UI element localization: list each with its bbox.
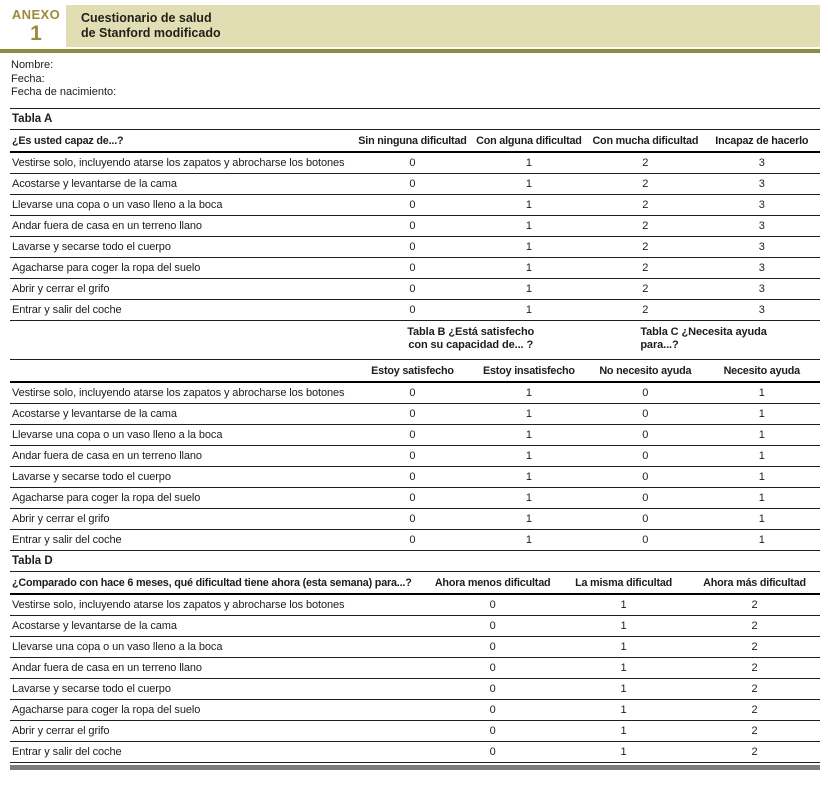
- table-row: [10, 699, 820, 720]
- tabla-b-title-line2: con su capacidad de... ?: [408, 338, 534, 351]
- tabla-d-section-label: Tabla D: [10, 550, 820, 572]
- column-header: Incapaz de hacerlo: [704, 130, 820, 152]
- score-cell: 2: [587, 278, 703, 299]
- table-row: [10, 529, 820, 550]
- score-cell: 0: [427, 615, 558, 636]
- column-header: Ahora menos dificultad: [427, 572, 558, 594]
- table-row: [10, 194, 820, 215]
- activity-label: Agacharse para coger la ropa del suelo: [10, 257, 354, 278]
- header-rule: [0, 49, 820, 53]
- activity-label: Acostarse y levantarse de la cama: [10, 403, 354, 424]
- table-row: [10, 173, 820, 194]
- empty-header-cell: [10, 359, 354, 382]
- empty-header-cell: [10, 321, 354, 360]
- score-cell: 0: [354, 278, 470, 299]
- score-cell: 0: [409, 533, 416, 546]
- score-cell: 0: [427, 678, 558, 699]
- score-cell: 1: [558, 636, 689, 657]
- score-cell: 1: [471, 508, 587, 529]
- score-cell: 1: [758, 533, 765, 546]
- document-title-box: [66, 5, 820, 47]
- score-cell: 1: [471, 173, 587, 194]
- score-cell: 3: [704, 299, 820, 320]
- score-cell: 1: [558, 720, 689, 741]
- score-cell: 1: [704, 445, 820, 466]
- score-cell: 2: [587, 152, 703, 174]
- activity-label: Lavarse y secarse todo el cuerpo: [10, 678, 427, 699]
- annex-number: 1: [30, 22, 42, 45]
- score-cell: 1: [558, 741, 689, 762]
- score-cell: 2: [587, 215, 703, 236]
- bottom-rule: [10, 765, 820, 770]
- annex-label: ANEXO: [11, 7, 61, 22]
- column-header: Ahora más dificultad: [689, 572, 820, 594]
- table-row: [10, 487, 820, 508]
- score-cell: 1: [471, 403, 587, 424]
- score-cell: 1: [471, 278, 587, 299]
- score-cell: 0: [354, 152, 470, 174]
- score-cell: 2: [689, 594, 820, 616]
- table-row: [10, 403, 820, 424]
- score-cell: 0: [354, 508, 470, 529]
- column-header: Con alguna dificultad: [471, 130, 587, 152]
- score-cell: 3: [704, 278, 820, 299]
- table-row: [10, 615, 820, 636]
- score-cell: 3: [704, 194, 820, 215]
- activity-label: Entrar y salir del coche: [10, 741, 427, 762]
- score-cell: 0: [354, 445, 470, 466]
- activity-label: Entrar y salir del coche: [12, 533, 122, 546]
- score-cell: 1: [471, 152, 587, 174]
- score-cell: 1: [558, 657, 689, 678]
- activity-label: Abrir y cerrar el grifo: [10, 508, 354, 529]
- table-row: [10, 678, 820, 699]
- tabla-b-title-line1: Tabla B ¿Está satisfecho: [407, 325, 535, 338]
- score-cell: 1: [704, 487, 820, 508]
- column-header: La misma dificultad: [558, 572, 689, 594]
- activity-label: Llevarse una copa o un vaso lleno a la boca: [10, 194, 354, 215]
- score-cell: 0: [587, 466, 703, 487]
- score-cell: 1: [704, 508, 820, 529]
- score-cell: 2: [587, 257, 703, 278]
- table-row: [10, 445, 820, 466]
- table-row: [10, 741, 820, 762]
- score-cell: 0: [642, 533, 649, 546]
- score-cell: 1: [704, 466, 820, 487]
- score-cell: 1: [704, 403, 820, 424]
- table-row: [10, 299, 820, 320]
- activity-label: Abrir y cerrar el grifo: [10, 720, 427, 741]
- score-cell: 3: [704, 152, 820, 174]
- score-cell: 2: [587, 236, 703, 257]
- score-cell: 0: [354, 173, 470, 194]
- tabla-b-title: [354, 321, 587, 360]
- activity-label: Vestirse solo, incluyendo atarse los zapatos y abrocharse los botones: [10, 382, 354, 404]
- table-row: [10, 657, 820, 678]
- tabla-b-c: [10, 321, 820, 550]
- activity-label: Lavarse y secarse todo el cuerpo: [10, 236, 354, 257]
- table-row: [10, 508, 820, 529]
- table-row: [10, 466, 820, 487]
- tabla-c-title-line1: Tabla C ¿Necesita ayuda: [640, 325, 767, 338]
- table-row: [10, 424, 820, 445]
- score-cell: 2: [689, 636, 820, 657]
- score-cell: 0: [354, 403, 470, 424]
- tabla-d: [10, 572, 820, 763]
- score-cell: 1: [558, 615, 689, 636]
- score-cell: 2: [689, 699, 820, 720]
- activity-label: Agacharse para coger la ropa del suelo: [10, 699, 427, 720]
- score-cell: 0: [354, 424, 470, 445]
- score-cell: 1: [471, 424, 587, 445]
- table-row: [10, 236, 820, 257]
- score-cell: 1: [471, 445, 587, 466]
- column-header: Con mucha dificultad: [587, 130, 703, 152]
- table-row: [10, 215, 820, 236]
- score-cell: 0: [354, 466, 470, 487]
- score-cell: 0: [587, 445, 703, 466]
- tabla-c-title-line2: para...?: [640, 338, 679, 351]
- score-cell: 0: [427, 699, 558, 720]
- score-cell: 0: [587, 403, 703, 424]
- score-cell: 1: [471, 382, 587, 404]
- annex-header: [0, 0, 828, 47]
- field-fecha-nacimiento: Fecha de nacimiento:: [11, 86, 117, 98]
- score-cell: 3: [704, 173, 820, 194]
- tabla-a: [10, 130, 820, 321]
- score-cell: 1: [704, 424, 820, 445]
- score-cell: 2: [587, 173, 703, 194]
- activity-label: Vestirse solo, incluyendo atarse los zapatos y abrocharse los botones: [10, 152, 354, 174]
- score-cell: 1: [558, 678, 689, 699]
- score-cell: 0: [354, 257, 470, 278]
- score-cell: 1: [704, 382, 820, 404]
- activity-label: Llevarse una copa o un vaso lleno a la boca: [10, 636, 427, 657]
- score-cell: 0: [427, 741, 558, 762]
- score-cell: 2: [689, 720, 820, 741]
- score-cell: 1: [471, 215, 587, 236]
- score-cell: 0: [354, 487, 470, 508]
- activity-label: Acostarse y levantarse de la cama: [10, 173, 354, 194]
- activity-label: Acostarse y levantarse de la cama: [10, 615, 427, 636]
- score-cell: 1: [558, 699, 689, 720]
- score-cell: 0: [354, 236, 470, 257]
- page-title-line1: Cuestionario de salud: [81, 11, 212, 25]
- column-header: Estoy insatisfecho: [471, 359, 587, 382]
- tabla-b-c-titles-row: [10, 321, 820, 360]
- score-cell: 0: [427, 636, 558, 657]
- score-cell: 1: [471, 194, 587, 215]
- tabla-a-header-row: [10, 130, 820, 152]
- annex-badge: [10, 5, 62, 47]
- activity-label: Entrar y salir del coche: [10, 299, 354, 320]
- score-cell: 0: [587, 508, 703, 529]
- column-header: No necesito ayuda: [587, 359, 703, 382]
- tabla-b-c-header-row: [10, 359, 820, 382]
- table-row: [10, 594, 820, 616]
- score-cell: 1: [525, 533, 532, 546]
- page-title-line2: de Stanford modificado: [81, 26, 221, 40]
- score-cell: 0: [587, 487, 703, 508]
- score-cell: 3: [704, 257, 820, 278]
- score-cell: 0: [427, 657, 558, 678]
- score-cell: 0: [354, 194, 470, 215]
- field-nombre: Nombre:: [11, 59, 54, 71]
- score-cell: 1: [471, 299, 587, 320]
- column-header: Sin ninguna dificultad: [354, 130, 470, 152]
- score-cell: 2: [587, 299, 703, 320]
- activity-label: Vestirse solo, incluyendo atarse los zapatos y abrocharse los botones: [10, 594, 427, 616]
- score-cell: 1: [471, 257, 587, 278]
- score-cell: 3: [704, 215, 820, 236]
- tabla-a-section-label: Tabla A: [10, 108, 820, 130]
- table-row: [10, 257, 820, 278]
- tabla-d-question: ¿Comparado con hace 6 meses, qué dificultad tiene ahora (esta semana) para...?: [10, 572, 427, 594]
- activity-label: Abrir y cerrar el grifo: [10, 278, 354, 299]
- activity-label: Lavarse y secarse todo el cuerpo: [10, 466, 354, 487]
- score-cell: 0: [354, 299, 470, 320]
- score-cell: 1: [471, 487, 587, 508]
- score-cell: 2: [689, 741, 820, 762]
- tabla-c-title: [587, 321, 820, 360]
- activity-label: Agacharse para coger la ropa del suelo: [10, 487, 354, 508]
- score-cell: 2: [587, 194, 703, 215]
- score-cell: 0: [427, 594, 558, 616]
- table-row: [10, 382, 820, 404]
- table-row: [10, 278, 820, 299]
- activity-label: Andar fuera de casa en un terreno llano: [10, 657, 427, 678]
- tabla-d-header-row: [10, 572, 820, 594]
- activity-label: Andar fuera de casa en un terreno llano: [10, 445, 354, 466]
- field-fecha: Fecha:: [11, 72, 45, 85]
- patient-fields: [11, 59, 818, 100]
- tabla-a-question: ¿Es usted capaz de...?: [10, 130, 354, 152]
- table-row: [10, 720, 820, 741]
- column-header: Necesito ayuda: [704, 359, 820, 382]
- score-cell: 0: [587, 424, 703, 445]
- activity-label: Andar fuera de casa en un terreno llano: [10, 215, 354, 236]
- score-cell: 2: [689, 615, 820, 636]
- table-row: [10, 636, 820, 657]
- table-row: [10, 152, 820, 174]
- score-cell: 1: [471, 466, 587, 487]
- score-cell: 0: [354, 215, 470, 236]
- score-cell: 0: [587, 382, 703, 404]
- score-cell: 2: [689, 657, 820, 678]
- score-cell: 0: [427, 720, 558, 741]
- score-cell: 1: [558, 594, 689, 616]
- score-cell: 3: [704, 236, 820, 257]
- activity-label: Llevarse una copa o un vaso lleno a la boca: [10, 424, 354, 445]
- score-cell: 0: [354, 382, 470, 404]
- score-cell: 1: [471, 236, 587, 257]
- score-cell: 2: [689, 678, 820, 699]
- column-header: Estoy satisfecho: [354, 359, 470, 382]
